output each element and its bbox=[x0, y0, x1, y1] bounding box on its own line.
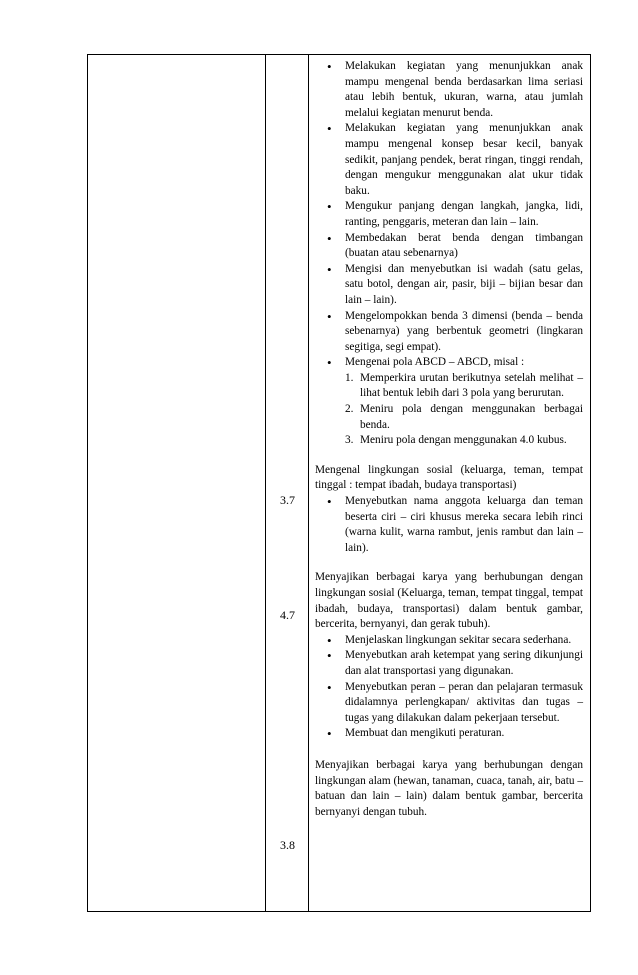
activity-list bbox=[315, 633, 583, 742]
numbered-item bbox=[315, 402, 583, 433]
list-item: • Melakukan kegiatan yang menunjukkan anak mampu mengenal konsep besar kecil, banyak sedikit, panjang pendek, berat ringan, tinggi rendah, dengan mengukur menggunakan alat ukur tidak baku. bbox=[315, 121, 583, 199]
list-item: • Membuat dan mengikuti peraturan. bbox=[315, 726, 583, 742]
list-item: • Menyebutkan nama anggota keluarga dan teman beserta ciri – ciri khusus mereka secara lebih rinci (warna kulit, warna rambut, jenis rambut dan lain – lain). bbox=[315, 494, 583, 556]
competency-number: 3.8 bbox=[280, 838, 295, 852]
item-text: Meniru pola dengan menggunakan 4.0 kubus. bbox=[360, 434, 567, 447]
competency-text: Menyajikan berbagai karya yang berhubungan dengan lingkungan alam (hewan, tanaman, cuaca, tanah, air, batu – batuan dan lain – lain) dalam bentuk gambar, bercerita bernyanyi dengan tubuh. bbox=[315, 758, 583, 818]
numbered-item bbox=[315, 433, 583, 449]
column-divider-2 bbox=[308, 55, 309, 911]
list-item: • Melakukan kegiatan yang menunjukkan anak mampu mengenal benda berdasarkan lima seriasi atau lebih bentuk, ukuran, warna, atau jumlah melalui kegiatan menurut benda. bbox=[315, 59, 583, 121]
pattern-steps-list bbox=[315, 371, 583, 449]
list-item: • Menyebutkan arah ketempat yang sering dikunjungi dan alat transportasi yang digunakan. bbox=[315, 648, 583, 679]
list-item: • Mengenai pola ABCD – ABCD, misal : bbox=[315, 355, 583, 371]
list-item: • Membedakan berat benda dengan timbangan (buatan atau sebenarnya) bbox=[315, 231, 583, 262]
activity-list bbox=[315, 59, 583, 371]
list-item: • Mengelompokkan benda 3 dimensi (benda – benda sebenarnya) yang berbentuk geometri (lingkaran segitiga, segi empat). bbox=[315, 309, 583, 356]
numbered-item bbox=[315, 371, 583, 402]
content-column bbox=[315, 59, 583, 820]
item-number: 3. bbox=[345, 434, 354, 447]
competency-number: 3.7 bbox=[280, 493, 295, 507]
item-number: 1. bbox=[345, 371, 354, 384]
item-text: Meniru pola dengan menggunakan berbagai benda. bbox=[360, 403, 583, 431]
list-item: • Menjelaskan lingkungan sekitar secara sederhana. bbox=[315, 633, 583, 649]
competency-text: Menyajikan berbagai karya yang berhubungan dengan lingkungan sosial (Keluarga, teman, tempat tinggal, tempat ibadah, budaya, transportasi) dalam bentuk gambar, bercerita, bernyanyi, dan gerak tubuh). bbox=[315, 571, 583, 631]
list-item: • Mengukur panjang dengan langkah, jangka, lidi, ranting, penggaris, meteran dan lain – lain. bbox=[315, 199, 583, 230]
list-item: • Mengisi dan menyebutkan isi wadah (satu gelas, satu botol, dengan air, pasir, biji – bijian besar dan lain – lain). bbox=[315, 262, 583, 309]
list-item: • Menyebutkan peran – peran dan pelajaran termasuk didalamnya perlengkapan/ aktivitas dan tugas – tugas yang dilakukan dalam pekerjaan tersebut. bbox=[315, 680, 583, 727]
activity-list bbox=[315, 494, 583, 556]
number-column bbox=[266, 55, 308, 911]
curriculum-table bbox=[87, 54, 591, 912]
competency-number: 4.7 bbox=[280, 608, 295, 622]
item-text: Memperkira urutan berikutnya setelah melihat – lihat bentuk lebih dari 3 pola yang berurutan. bbox=[360, 371, 583, 400]
competency-text: Mengenal lingkungan sosial (keluarga, teman, tempat tinggal : tempat ibadah, budaya transportasi) bbox=[315, 463, 583, 492]
item-number: 2. bbox=[345, 403, 354, 416]
